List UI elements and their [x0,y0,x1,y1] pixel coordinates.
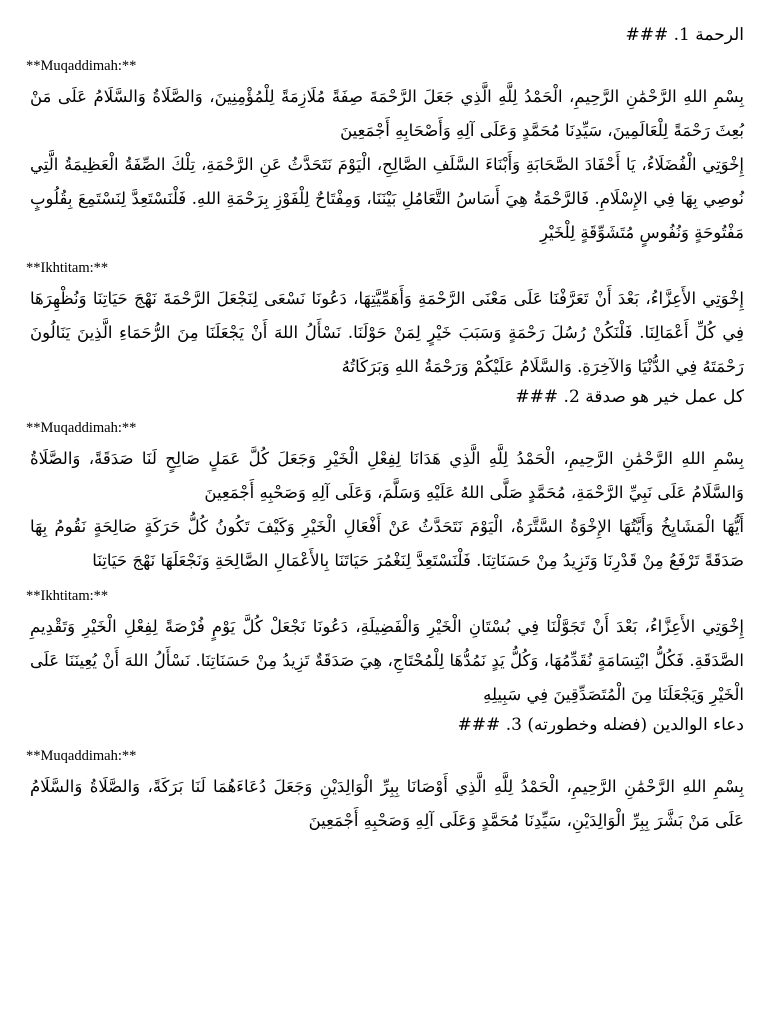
muqaddimah-label: **Muqaddimah:** [26,748,137,764]
ikhtitam-label: **Ikhtitam:** [26,260,109,276]
muqaddimah-paragraph: بِسْمِ اللهِ الرَّحْمَٰنِ الرَّحِيمِ، الْحَمْدُ لِلَّهِ الَّذِي جَعَلَ الرَّحْمَةَ صِفَةً مُلَازِمَةً لِلْمُؤْمِنِينَ، وَالصَّلَاةُ وَالسَّلَامُ عَلَى مَنْ بُعِثَ رَحْمَةً لِلْعَالَمِينَ، سَيِّدِنَا مُحَمَّدٍ وَعَلَى آلِهِ وَأَصْحَابِهِ أَجْمَعِينَ [30,87,744,140]
ikhtitam-paragraph: إِخْوَتِي الأَعِزَّاءُ، بَعْدَ أَنْ تَجَوَّلْنَا فِي بُسْتَانِ الْخَيْرِ وَالْفَضِيلَةِ، دَعُونَا نَجْعَلْ كُلَّ يَوْمٍ فُرْصَةً لِفِعْلِ الْخَيْرِ وَتَقْدِيمِ الصَّدَقَةِ. فَكُلُّ ابْتِسَامَةٍ نُقَدِّمُهَا، وَكُلُّ يَدٍ نَمُدُّهَا لِلْمُحْتَاجِ، هِيَ صَدَقَةٌ تَزِيدُ مِنْ حَسَنَاتِنَا. نَسْأَلُ اللهَ أَنْ يُعِينَنَا عَلَى الْخَيْرِ وَيَجْعَلَنَا مِنَ الْمُتَصَدِّقِينَ فِي سَبِيلِهِ [30,617,744,704]
section-title: الرحمة 1. ### [625,25,744,45]
section-title: كل عمل خير هو صدقة 2. ### [515,387,744,407]
muqaddimah-label: **Muqaddimah:** [26,58,137,74]
muqaddimah-paragraph: إِخْوَتِي الْفُضَلَاءُ، يَا أَحْفَادَ الصَّحَابَةِ وَأَبْنَاءَ السَّلَفِ الصَّالِحِ، الْيَوْمَ نَتَحَدَّثُ عَنِ الرَّحْمَةِ، تِلْكَ الصِّفَةُ الْعَظِيمَةُ الَّتِي نُوصِي بِهَا فِي الإِسْلَامِ. فَالرَّحْمَةُ هِيَ أَسَاسُ التَّعَامُلِ بَيْنَنَا، وَمِفْتَاحٌ لِلْفَوْزِ بِرَحْمَةِ اللهِ. فَلْنَسْتَعِدَّ لِنَسْتَمِعَ بِقُلُوبٍ مَفْتُوحَةٍ وَنُفُوسٍ مُتَشَوِّقَةٍ لِلْخَيْرِ [30,155,744,242]
ikhtitam-paragraph: إِخْوَتِي الأَعِزَّاءُ، بَعْدَ أَنْ تَعَرَّفْنَا عَلَى مَعْنَى الرَّحْمَةِ وَأَهَمِّيَّتِهَا، دَعُونَا نَسْعَى لِنَجْعَلَ الرَّحْمَةَ نَهْجَ حَيَاتِنَا وَنُظْهِرَهَا فِي كُلِّ أَعْمَالِنَا. فَلْنَكُنْ رُسُلَ رَحْمَةٍ وَسَبَبَ خَيْرٍ لِمَنْ حَوْلَنَا. نَسْأَلُ اللهَ أَنْ يَجْعَلَنَا مِنَ الرُّحَمَاءِ الَّذِينَ يَنَالُونَ رَحْمَتَهُ فِي الدُّنْيَا وَالآخِرَةِ. وَالسَّلَامُ عَلَيْكُمْ وَرَحْمَةُ اللهِ وَبَرَكَاتُهُ [30,289,744,376]
muqaddimah-label: **Muqaddimah:** [26,420,137,436]
muqaddimah-paragraph: أَيُّهَا الْمَشَايِخُ وَأَيَّتُهَا الإِخْوَةُ السَّتَّرَةُ، الْيَوْمَ نَتَحَدَّثُ عَنْ أَفْعَالِ الْخَيْرِ وَكَيْفَ تَكُونُ كُلُّ حَرَكَةٍ صَالِحَةٍ نَقُومُ بِهَا صَدَقَةً تَرْفَعُ مِنْ قَدْرِنَا وَتَزِيدُ مِنْ حَسَنَاتِنَا. فَلْنَسْتَعِدَّ لِنَغْمُرَ حَيَاتَنَا بِالأَعْمَالِ الصَّالِحَةِ وَنَجْعَلَهَا نَهْجَ حَيَاتِنَا [30,517,744,570]
section-3 [26,712,744,838]
section-1 [26,22,744,384]
section-2 [26,384,744,712]
muqaddimah-paragraph: بِسْمِ اللهِ الرَّحْمَٰنِ الرَّحِيمِ، الْحَمْدُ لِلَّهِ الَّذِي أَوْصَانَا بِبِرِّ الْوَالِدَيْنِ وَجَعَلَ دُعَاءَهُمَا لَنَا بَرَكَةً، وَالصَّلَاةُ وَالسَّلَامُ عَلَى مَنْ بَشَّرَ بِبِرِّ الْوَالِدَيْنِ، سَيِّدِنَا مُحَمَّدٍ وَعَلَى آلِهِ وَصَحْبِهِ أَجْمَعِينَ [30,777,744,830]
document-page [26,22,744,838]
ikhtitam-label: **Ikhtitam:** [26,588,109,604]
section-title: دعاء الوالدين (فضله وخطورته) 3. ### [457,715,744,735]
muqaddimah-paragraph: بِسْمِ اللهِ الرَّحْمَٰنِ الرَّحِيمِ، الْحَمْدُ لِلَّهِ الَّذِي هَدَانَا لِفِعْلِ الْخَيْرِ وَجَعَلَ كُلَّ عَمَلٍ صَالِحٍ لَنَا صَدَقَةً، وَالصَّلَاةُ وَالسَّلَامُ عَلَى نَبِيِّ الرَّحْمَةِ، مُحَمَّدٍ صَلَّى اللهُ عَلَيْهِ وَسَلَّمَ، وَعَلَى آلِهِ وَصَحْبِهِ أَجْمَعِينَ [30,449,744,502]
